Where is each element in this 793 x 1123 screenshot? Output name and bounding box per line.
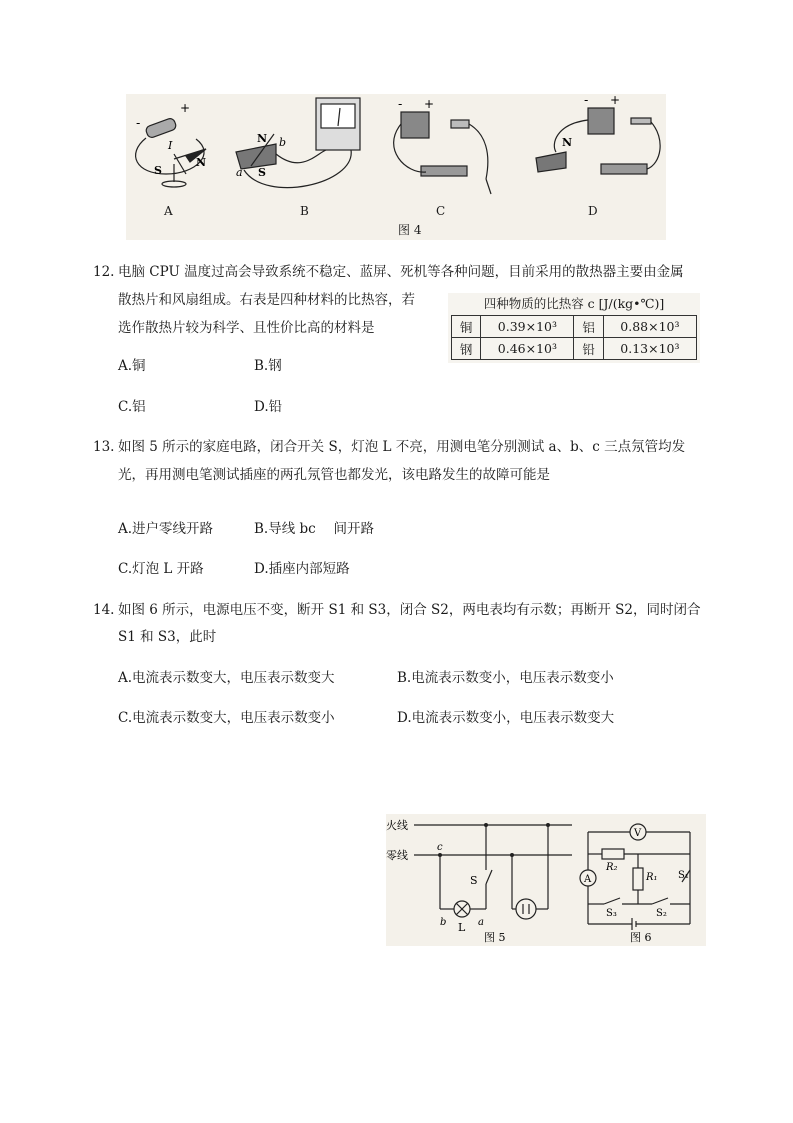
q14-option-a: A.电流表示数变大，电压表示数变大 bbox=[118, 670, 335, 686]
q12-option-b: B.钢 bbox=[254, 358, 282, 374]
q14-line-2: S1 和 S3，此时 bbox=[118, 629, 217, 645]
fig5-neutral-label: 零线 bbox=[386, 849, 408, 862]
fig5-b-label: b bbox=[440, 917, 447, 928]
table-cell: 铅 bbox=[574, 338, 603, 360]
panel-b-s: S bbox=[258, 166, 266, 179]
table-cell: 0.46×10³ bbox=[481, 338, 574, 360]
figure-4-caption: 图 4 bbox=[398, 223, 422, 237]
q13-number: 13. bbox=[93, 439, 115, 455]
panel-label-d: D bbox=[588, 204, 598, 218]
q13-option-d: D.插座内部短路 bbox=[254, 561, 350, 577]
figure-6 bbox=[572, 814, 706, 946]
figure-5-drawing bbox=[386, 814, 572, 946]
panel-c-minus: - bbox=[398, 97, 403, 111]
fig5-live-label: 火线 bbox=[386, 819, 408, 832]
fig6-r1-label: R₁ bbox=[646, 872, 658, 883]
panel-a-n: N bbox=[196, 156, 207, 169]
specific-heat-table bbox=[451, 315, 697, 360]
panel-a-i: I bbox=[168, 139, 173, 152]
panel-label-b: B bbox=[300, 204, 309, 218]
panel-d-drawing bbox=[536, 108, 660, 174]
panel-b-b: b bbox=[279, 136, 287, 149]
q12-option-a: A.铜 bbox=[118, 358, 146, 374]
q12-line-2: 散热片和风扇组成。右表是四种材料的比热容，若 bbox=[118, 292, 415, 308]
q13-option-c: C.灯泡 L 开路 bbox=[118, 561, 204, 577]
q14-option-b: B.电流表示数变小，电压表示数变小 bbox=[397, 670, 614, 686]
table-row bbox=[452, 316, 697, 338]
panel-d-minus: - bbox=[584, 94, 589, 107]
fig5-c-label: c bbox=[437, 842, 443, 853]
panel-d-plus: + bbox=[610, 94, 621, 107]
panel-c-drawing bbox=[394, 112, 491, 194]
q14-option-c: C.电流表示数变大，电压表示数变小 bbox=[118, 710, 335, 726]
fig5-a-label: a bbox=[478, 917, 484, 928]
q12-option-c: C.铝 bbox=[118, 399, 146, 415]
fig5-caption: 图 5 bbox=[484, 931, 506, 944]
q13-option-a: A.进户零线开路 bbox=[118, 521, 214, 537]
panel-label-a: A bbox=[164, 204, 173, 218]
panel-label-c: C bbox=[436, 204, 446, 218]
panel-a-s: S bbox=[154, 164, 162, 177]
panel-c-plus: + bbox=[424, 97, 435, 111]
q13-line-1: 如图 5 所示的家庭电路，闭合开关 S，灯泡 L 不亮，用测电笔分别测试 a、b、c 三点氖管均发 bbox=[118, 439, 686, 455]
figure-5 bbox=[386, 814, 572, 946]
figure-4 bbox=[126, 94, 666, 240]
fig6-s1-label: S₁ bbox=[678, 870, 689, 881]
table-cell: 钢 bbox=[452, 338, 481, 360]
fig6-s2-label: S₂ bbox=[656, 908, 667, 919]
figure-6-drawing bbox=[572, 814, 706, 946]
table-row bbox=[452, 338, 697, 360]
panel-b-n: N bbox=[257, 132, 268, 145]
fig6-r2-label: R₂ bbox=[606, 862, 618, 873]
panel-a-minus: - bbox=[136, 116, 141, 130]
figure-4-drawing bbox=[126, 94, 666, 240]
q12-option-d: D.铅 bbox=[254, 399, 283, 415]
table-cell: 0.39×10³ bbox=[481, 316, 574, 338]
specific-heat-table-block bbox=[448, 293, 700, 363]
panel-a-drawing bbox=[136, 117, 206, 187]
fig6-v-label: V bbox=[634, 828, 642, 839]
q14-number: 14. bbox=[93, 602, 115, 618]
panel-d-n: N bbox=[562, 136, 573, 149]
fig5-s-label: S bbox=[470, 874, 478, 887]
table-cell: 铜 bbox=[452, 316, 481, 338]
q13-line-2: 光，再用测电笔测试插座的两孔氖管也都发光，该电路发生的故障可能是 bbox=[118, 467, 550, 483]
table-cell: 0.88×10³ bbox=[603, 316, 696, 338]
fig6-a-label: A bbox=[584, 874, 592, 885]
panel-a-plus: + bbox=[180, 101, 191, 115]
q12-number: 12. bbox=[93, 264, 115, 280]
q13-option-b: B.导线 bc 间开路 bbox=[254, 521, 374, 537]
fig5-l-label: L bbox=[458, 921, 466, 934]
q12-line-3: 选作散热片较为科学、且性价比高的材料是 bbox=[118, 320, 375, 336]
q12-line-1: 电脑 CPU 温度过高会导致系统不稳定、蓝屏、死机等各种问题，目前采用的散热器主要由金属 bbox=[118, 264, 684, 280]
q14-line-1: 如图 6 所示，电源电压不变，断开 S1 和 S3，闭合 S2，两电表均有示数；再断开 S2，同时闭合 bbox=[118, 602, 701, 618]
panel-b-a: a bbox=[236, 166, 243, 179]
specific-heat-table-title: 四种物质的比热容 c [J/(kg•℃)] bbox=[483, 296, 665, 311]
table-cell: 0.13×10³ bbox=[603, 338, 696, 360]
fig6-s3-label: S₃ bbox=[606, 908, 617, 919]
fig6-caption: 图 6 bbox=[630, 931, 652, 944]
panel-b-drawing bbox=[236, 98, 360, 188]
q14-option-d: D.电流表示数变小，电压表示数变大 bbox=[397, 710, 615, 726]
table-cell: 铝 bbox=[574, 316, 603, 338]
